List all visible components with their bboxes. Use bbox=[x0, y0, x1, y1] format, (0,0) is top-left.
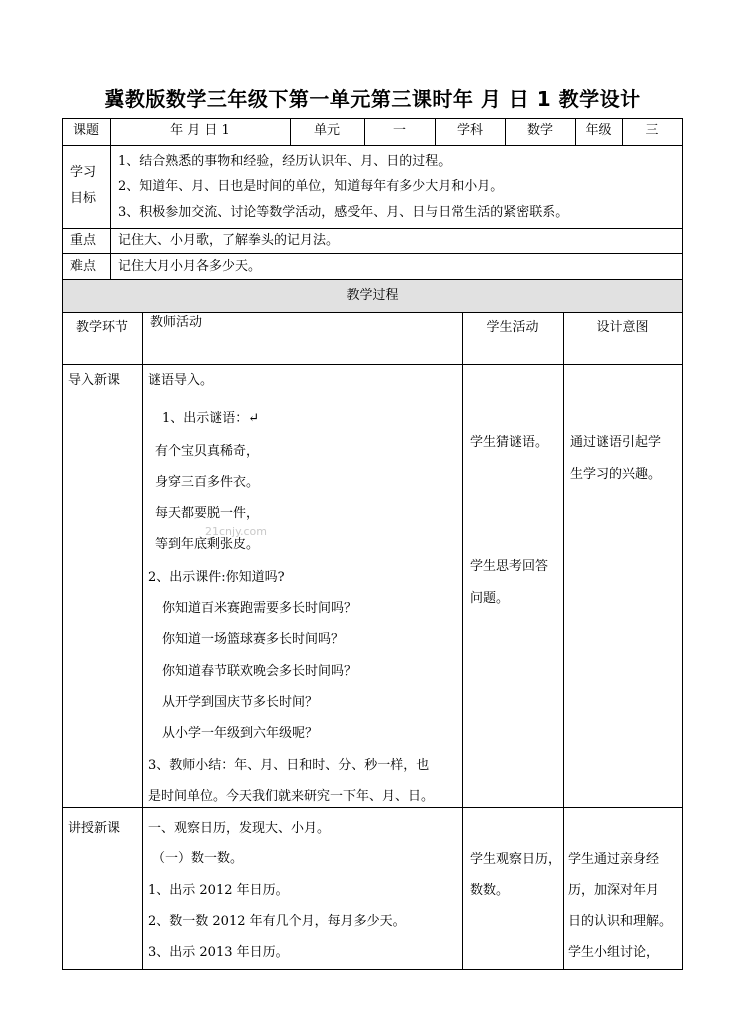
process-header: 教学过程 bbox=[346, 288, 399, 303]
col-divider bbox=[142, 312, 143, 969]
goals-label: 目标 bbox=[70, 191, 97, 206]
row-divider bbox=[62, 253, 683, 254]
teacher-line: 每天都要脱一件， bbox=[155, 506, 260, 521]
course-label: 课题 bbox=[72, 123, 99, 138]
table-border-left bbox=[62, 118, 63, 970]
grade-value: 三 bbox=[645, 123, 659, 138]
teacher-line: 是时间单位。今天我们就来研究一下年、月、日。 bbox=[148, 789, 435, 804]
teacher-line: （一）数一数。 bbox=[152, 851, 244, 866]
unit-label: 单元 bbox=[313, 123, 340, 138]
teacher-line: 2、出示课件:你知道吗? bbox=[148, 570, 285, 585]
teacher-line: 1、出示谜语：↵ bbox=[162, 411, 260, 426]
table-border-top bbox=[62, 118, 683, 119]
row-divider bbox=[62, 312, 683, 313]
subject-value: 数学 bbox=[526, 123, 553, 138]
table-border-bottom bbox=[62, 969, 683, 970]
grade-label: 年级 bbox=[585, 123, 612, 138]
student-line: 学生观察日历， bbox=[470, 852, 562, 867]
col-divider bbox=[462, 312, 463, 969]
teacher-line: 从小学一年级到六年级呢？ bbox=[162, 726, 319, 741]
row-divider bbox=[62, 145, 683, 146]
course-value: 年 月 日 1 bbox=[170, 123, 230, 138]
column-student: 学生活动 bbox=[486, 320, 539, 335]
student-line: 问题。 bbox=[470, 591, 510, 606]
goals-label: 学习 bbox=[70, 165, 97, 180]
stage-teach: 讲授新课 bbox=[68, 821, 121, 836]
col-divider bbox=[563, 312, 564, 969]
col-divider bbox=[110, 145, 111, 279]
teacher-line: 谜语导入。 bbox=[148, 373, 214, 388]
column-intent: 设计意图 bbox=[596, 320, 649, 335]
watermark-text: 21cnjy.com bbox=[205, 525, 268, 538]
intent-line: 通过谜语引起学 bbox=[570, 435, 662, 450]
teacher-line: 从开学到国庆节多长时间？ bbox=[162, 695, 319, 710]
column-teacher: 教师活动 bbox=[150, 315, 203, 330]
teacher-line: 你知道一场篮球赛多长时间吗？ bbox=[162, 632, 345, 647]
stage-intro: 导入新课 bbox=[68, 373, 121, 388]
goal-item: 3、积极参加交流、讨论等数学活动，感受年、月、日与日常生活的紧密联系。 bbox=[118, 205, 569, 220]
goal-item: 1、结合熟悉的事物和经验，经历认识年、月、日的过程。 bbox=[118, 154, 452, 169]
teacher-line: 3、出示 2013 年日历。 bbox=[148, 945, 289, 960]
teacher-line: 2、数一数 2012 年有几个月，每月多少天。 bbox=[148, 914, 406, 929]
teacher-line: 你知道百米赛跑需要多长时间吗？ bbox=[162, 601, 358, 616]
teacher-line: 等到年底剩张皮。 bbox=[155, 537, 260, 552]
intent-line: 学生小组讨论， bbox=[568, 945, 660, 960]
goal-item: 2、知道年、月、日也是时间的单位，知道每年有多少大月和小月。 bbox=[118, 179, 504, 194]
page-title: 冀教版数学三年级下第一单元第三课时年 月 日 1 教学设计 bbox=[104, 87, 641, 111]
difficulty-label: 难点 bbox=[70, 259, 97, 274]
key-point-label: 重点 bbox=[70, 233, 97, 248]
student-line: 数数。 bbox=[470, 883, 510, 898]
unit-value: 一 bbox=[392, 123, 406, 138]
row-divider bbox=[62, 228, 683, 229]
row-divider bbox=[62, 807, 683, 808]
intent-line: 历，加深对年月 bbox=[568, 883, 660, 898]
student-line: 学生猜谜语。 bbox=[470, 435, 549, 450]
key-point-text: 记住大、小月歌，了解拳头的记月法。 bbox=[118, 233, 340, 248]
intent-line: 生学习的兴趣。 bbox=[570, 467, 662, 482]
intent-line: 学生通过亲身经 bbox=[568, 852, 660, 867]
difficulty-text: 记住大月小月各多少天。 bbox=[118, 259, 262, 274]
teacher-line: 有个宝贝真稀奇， bbox=[155, 444, 260, 459]
teacher-line: 3、教师小结：年、月、日和时、分、秒一样，也 bbox=[148, 758, 430, 773]
row-divider bbox=[62, 364, 683, 365]
teacher-line: 身穿三百多件衣。 bbox=[155, 475, 260, 490]
teacher-line: 一、观察日历，发现大、小月。 bbox=[148, 821, 331, 836]
lesson-plan-table bbox=[62, 118, 683, 970]
teacher-line: 1、出示 2012 年日历。 bbox=[148, 883, 289, 898]
table-border-right bbox=[682, 118, 683, 970]
teacher-line: 你知道春节联欢晚会多长时间吗？ bbox=[162, 664, 358, 679]
student-line: 学生思考回答 bbox=[470, 559, 549, 574]
column-stage: 教学环节 bbox=[75, 320, 128, 335]
subject-label: 学科 bbox=[456, 123, 483, 138]
intent-line: 日的认识和理解。 bbox=[568, 914, 673, 929]
